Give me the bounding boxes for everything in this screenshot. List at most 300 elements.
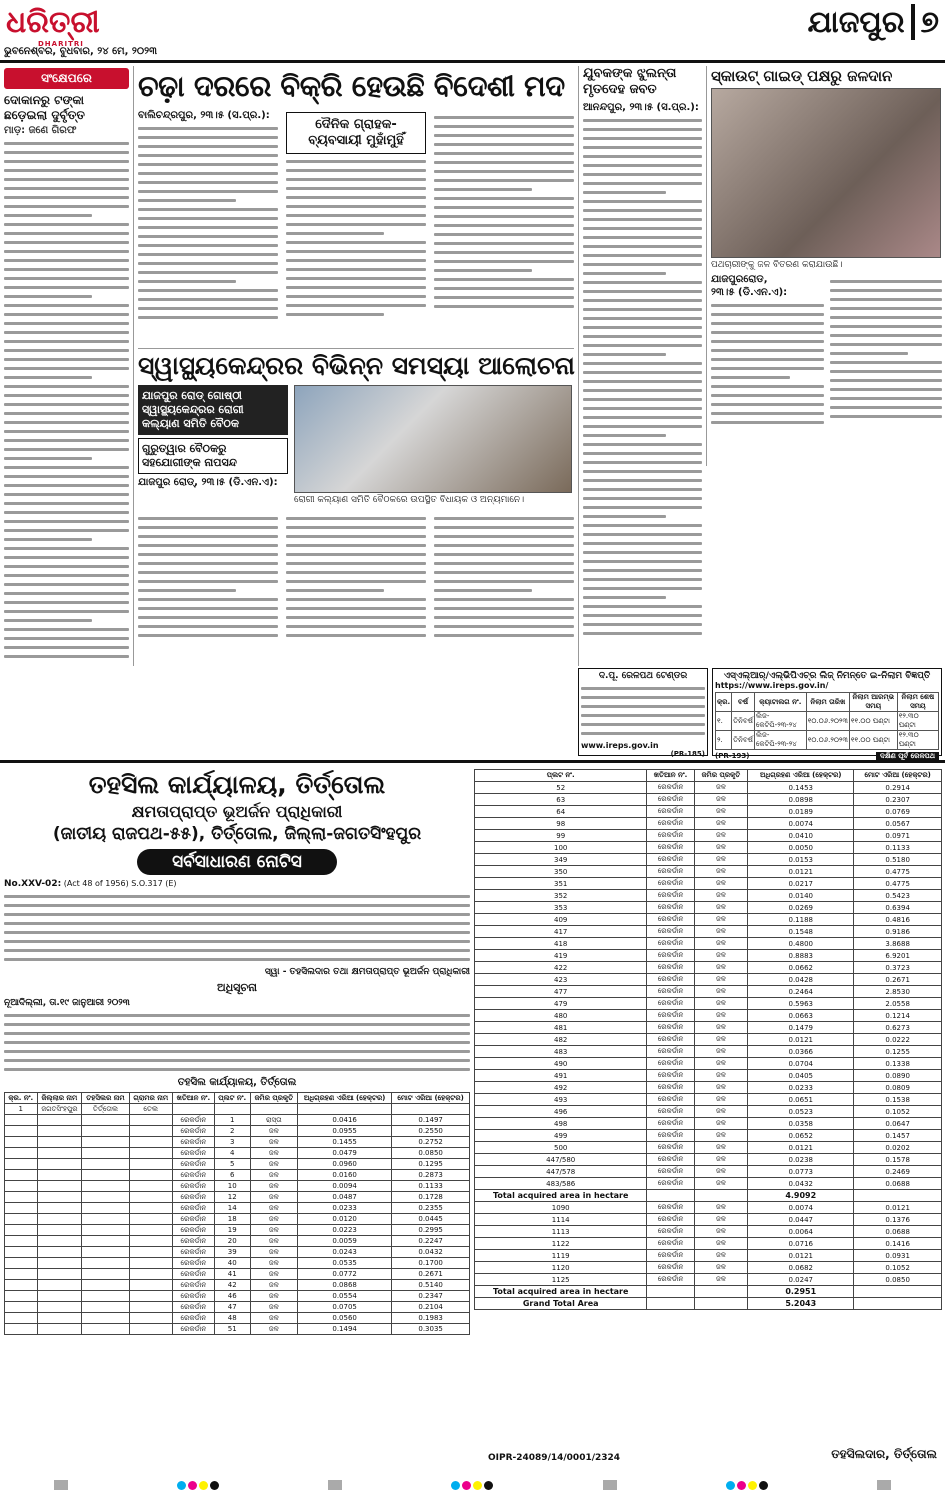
table-cell: 0.2347	[392, 1291, 470, 1302]
right-headline: ସ୍କାଉଟ୍ ଗାଇଡ୍ ପକ୍ଷରୁ ଜଳଦାନ	[711, 67, 893, 85]
table-cell: 419	[475, 950, 647, 962]
text-line	[830, 289, 943, 292]
text-line	[138, 154, 278, 157]
text-line	[583, 128, 702, 131]
text-line	[138, 526, 278, 529]
text-line	[286, 214, 426, 217]
table-cell: ରେକର୍ଡାନ	[647, 806, 694, 818]
table-row	[475, 1034, 942, 1046]
text-line	[4, 277, 129, 280]
text-line	[138, 253, 278, 256]
table-cell: ରେକର୍ଡାନ	[647, 1202, 694, 1214]
table-cell: 0.0890	[854, 1070, 942, 1082]
table-cell: 2.8530	[854, 986, 942, 998]
table-cell	[37, 1236, 82, 1247]
text-line	[4, 412, 129, 415]
table-row	[5, 1313, 470, 1324]
table-row	[475, 1250, 942, 1262]
table-cell: 0.0705	[298, 1302, 392, 1313]
table-cell: ଜଳ	[250, 1192, 297, 1203]
table-cell: 0.0523	[748, 1106, 854, 1118]
text-line	[4, 547, 129, 550]
table-cell: 1120	[475, 1262, 647, 1274]
text-line	[434, 598, 574, 601]
table-row	[475, 1178, 942, 1190]
text-line	[583, 335, 702, 338]
brief-headline: ଦୋକାନରୁ ଟଙ୍କା ଛଡ଼େଇଲା ଦୁର୍ବୃତ୍ତ	[4, 93, 85, 122]
text-line	[583, 551, 702, 554]
table-cell	[129, 1181, 172, 1192]
text-line	[583, 479, 702, 482]
table-cell: ଜଳ	[694, 1142, 747, 1154]
text-line	[4, 151, 129, 154]
table-cell	[82, 1324, 129, 1335]
table-cell: 4	[214, 1148, 250, 1159]
table-cell: 0.0064	[748, 1226, 854, 1238]
table-cell	[37, 1324, 82, 1335]
brief-body-text	[4, 142, 129, 658]
land-acquisition-notice	[0, 760, 945, 1470]
text-line	[4, 250, 129, 253]
table-cell: 0.4775	[854, 866, 942, 878]
auction-ad-code: (PR-193)	[715, 752, 750, 760]
table-cell: 0.0247	[748, 1274, 854, 1286]
table-cell	[37, 1115, 82, 1126]
text-line	[434, 535, 574, 538]
table-cell: 0.1376	[854, 1214, 942, 1226]
text-line	[4, 475, 129, 478]
text-line	[581, 705, 705, 708]
text-line	[4, 223, 129, 226]
table-cell: ରେକର୍ଡାନ	[647, 914, 694, 926]
text-line	[583, 569, 702, 572]
text-line	[4, 448, 129, 451]
right-photo-caption: ପଥଚାରୀଙ୍କୁ ଜଳ ବିତରଣ କରାଯାଉଛି।	[711, 260, 843, 270]
text-line	[286, 580, 426, 583]
text-line	[4, 502, 129, 505]
table-cell: ଜଳ	[250, 1247, 297, 1258]
table-cell: 100	[475, 842, 647, 854]
text-line	[583, 614, 702, 617]
text-line	[583, 200, 702, 203]
table-cell: 0.6394	[854, 902, 942, 914]
table-cell	[82, 1170, 129, 1181]
text-line	[4, 295, 92, 298]
table-cell: ରେକର୍ଡାନ	[647, 818, 694, 830]
table-cell: ୧୨.୩୦ ଘଣ୍ଟା	[897, 712, 938, 731]
table-header: ଜମିର ପ୍ରକୃତି	[250, 1093, 297, 1104]
text-line	[138, 544, 278, 547]
table-cell: ଜଳ	[694, 1202, 747, 1214]
table-header: ମୋଟ ଏରିଆ (ହେକ୍ଟର)	[392, 1093, 470, 1104]
text-line	[286, 553, 426, 556]
text-line	[711, 394, 824, 397]
table-cell	[392, 1104, 470, 1115]
table-cell: ରେକର୍ଡାନ	[647, 1010, 694, 1022]
text-line	[583, 272, 666, 275]
table-cell: 0.0410	[748, 830, 854, 842]
text-line	[138, 199, 236, 202]
table-row	[475, 986, 942, 998]
text-line	[434, 188, 532, 191]
text-line	[138, 553, 278, 556]
table-row	[475, 998, 942, 1010]
text-line	[583, 218, 702, 221]
text-line	[434, 634, 574, 637]
table-cell: 0.1295	[392, 1159, 470, 1170]
table-header: ଜିଲ୍ଲାର ନାମ	[37, 1093, 82, 1104]
table-cell: 1	[5, 1104, 38, 1115]
table-header: ଗ୍ରାମର ନାମ	[129, 1093, 172, 1104]
text-line	[583, 398, 702, 401]
text-line	[583, 632, 702, 635]
main-col-3	[434, 110, 574, 325]
table-cell	[5, 1258, 38, 1269]
table-row	[475, 806, 942, 818]
table-cell: ଜଳ	[250, 1291, 297, 1302]
table-cell: ଲିଜ-କେଟିପି-୨୩-୨୪	[754, 712, 806, 731]
table-cell: ଜଳ	[694, 1226, 747, 1238]
table-cell: 48	[214, 1313, 250, 1324]
table-cell: ଲିଜ-କେଟିପି-୨୩-୨୪	[754, 731, 806, 750]
table-cell	[5, 1181, 38, 1192]
table-cell: ରେକର୍ଡାନ	[647, 1238, 694, 1250]
text-line	[138, 607, 278, 610]
table-cell: 483	[475, 1046, 647, 1058]
mid-body-text	[583, 119, 702, 635]
brief-subhead: ମାଡ଼: ଜଣେ ଗିରଫ	[4, 125, 77, 136]
text-line	[583, 371, 702, 374]
text-line	[583, 605, 702, 608]
table-cell: ଜଳ	[694, 962, 747, 974]
brief-tag: ସଂକ୍ଷେପରେ	[4, 68, 129, 89]
text-line	[583, 560, 702, 563]
table-row	[475, 1154, 942, 1166]
table-header: ମୋଟ ଏରିଆ (ହେକ୍ଟର)	[854, 770, 942, 782]
text-line	[711, 412, 824, 415]
text-line	[830, 379, 943, 382]
text-line	[138, 163, 278, 166]
table-cell: ରେକର୍ଡାନ	[172, 1170, 214, 1181]
left-land-table	[4, 1092, 470, 1335]
text-line	[4, 931, 470, 934]
table-cell: 18	[214, 1214, 250, 1225]
table-cell	[37, 1291, 82, 1302]
table-cell: ଜଳ	[694, 866, 747, 878]
table-row	[475, 1106, 942, 1118]
table-cell: 3	[214, 1137, 250, 1148]
table-cell: ଜଳ	[694, 842, 747, 854]
table-cell: ରେକର୍ଡାନ	[172, 1181, 214, 1192]
table-cell: ରେକର୍ଡାନ	[172, 1258, 214, 1269]
table-row	[5, 1104, 470, 1115]
table-cell: ୧.	[716, 712, 732, 731]
text-line	[583, 542, 702, 545]
notice-body-text	[4, 1014, 470, 1071]
table-cell: ଜଳ	[694, 950, 747, 962]
table-cell: 0.0121	[748, 1142, 854, 1154]
text-line	[138, 517, 278, 520]
table-cell	[647, 1286, 694, 1298]
page-divider	[911, 4, 915, 40]
table-cell	[129, 1247, 172, 1258]
table-cell: ରେକର୍ଡାନ	[172, 1324, 214, 1335]
table-cell: 0.0416	[298, 1115, 392, 1126]
text-line	[286, 196, 426, 199]
table-header: ଖତିଆନ ନଂ.	[172, 1093, 214, 1104]
text-line	[583, 587, 702, 590]
table-cell: 2.0558	[854, 998, 942, 1010]
text-line	[138, 127, 278, 130]
text-line	[4, 142, 129, 145]
text-line	[4, 619, 92, 622]
table-cell: Grand Total Area	[475, 1298, 647, 1310]
text-line	[138, 208, 278, 211]
table-cell: 0.3035	[392, 1324, 470, 1335]
table-cell	[37, 1269, 82, 1280]
table-row	[5, 1324, 470, 1335]
table-cell	[5, 1236, 38, 1247]
table-cell: ତେଲ	[129, 1104, 172, 1115]
table-cell: ରେକର୍ଡାନ	[647, 1046, 694, 1058]
table-cell: ତିନିବର୍ଷ	[732, 731, 755, 750]
table-row	[5, 1225, 470, 1236]
table-cell: ରେକର୍ଡାନ	[172, 1225, 214, 1236]
notice-left	[4, 769, 470, 1335]
table-row	[475, 1082, 942, 1094]
text-line	[830, 325, 943, 328]
table-cell: 0.4775	[854, 878, 942, 890]
text-line	[138, 562, 278, 565]
text-line	[4, 169, 129, 172]
right-byline: ଯାଜପୁରରୋଡ,	[711, 274, 768, 285]
text-line	[286, 598, 426, 601]
tender-ad-code: (PR-185)	[670, 750, 705, 758]
table-row	[5, 1280, 470, 1291]
table-cell: 6	[214, 1170, 250, 1181]
table-cell: 0.0931	[854, 1250, 942, 1262]
table-cell: 0.0487	[298, 1192, 392, 1203]
text-line	[583, 623, 702, 626]
table-row	[475, 1022, 942, 1034]
table-cell: ଜଳ	[250, 1203, 297, 1214]
table-cell: ରେକର୍ଡାନ	[647, 1262, 694, 1274]
table-cell: 0.2951	[748, 1286, 854, 1298]
table-cell: 0.0059	[298, 1236, 392, 1247]
text-line	[830, 334, 943, 337]
oipr-code: OIPR-24089/14/0001/2324	[488, 1453, 621, 1463]
table-cell: 51	[214, 1324, 250, 1335]
text-line	[4, 1032, 470, 1035]
text-line	[434, 206, 574, 209]
text-line	[286, 526, 426, 529]
table-cell	[82, 1236, 129, 1247]
table-cell: ରେକର୍ଡାନ	[172, 1291, 214, 1302]
table-cell: ଜଳ	[694, 1238, 747, 1250]
table-cell: 0.0898	[748, 794, 854, 806]
auction-row	[716, 731, 939, 750]
text-line	[138, 589, 236, 592]
table-cell: ୧୦.୦୬.୨୦୨୩	[806, 712, 849, 731]
table-cell: 0.4800	[748, 938, 854, 950]
table-cell: ଜଳ	[250, 1159, 297, 1170]
text-line	[4, 340, 129, 343]
table-cell: 0.0238	[748, 1154, 854, 1166]
table-cell: ଜଳ	[694, 794, 747, 806]
table-header: ତହସିଲର ନାମ	[82, 1093, 129, 1104]
table-cell: 0.0688	[854, 1178, 942, 1190]
right-col-1	[711, 274, 824, 430]
table-row	[475, 866, 942, 878]
text-line	[711, 349, 824, 352]
table-cell: 0.0121	[748, 866, 854, 878]
table-cell: ରେକର୍ଡାନ	[647, 962, 694, 974]
table-cell: ଜଳ	[694, 890, 747, 902]
text-line	[138, 289, 278, 292]
right-land-table	[474, 769, 942, 1310]
table-cell: 0.0652	[748, 1130, 854, 1142]
table-header: କ୍ୟାଟାଲଗ ନଂ.	[754, 693, 806, 712]
color-swatch	[328, 1475, 342, 1494]
text-line	[286, 607, 426, 610]
text-line	[4, 1023, 470, 1026]
text-line	[434, 215, 574, 218]
main-byline: ବାଲିଚନ୍ଦ୍ରପୁର, ୨୩।୫ (ସ.ପ୍ର.):	[138, 110, 270, 121]
table-cell: 0.0121	[854, 1202, 942, 1214]
table-cell: ରେକର୍ଡାନ	[647, 1274, 694, 1286]
text-line	[286, 205, 426, 208]
table-cell: 0.2995	[392, 1225, 470, 1236]
table-cell	[5, 1170, 38, 1181]
table-cell	[5, 1126, 38, 1137]
table-cell: 0.2550	[392, 1126, 470, 1137]
table-cell	[129, 1137, 172, 1148]
table-cell: ଜଳ	[694, 1046, 747, 1058]
table-cell: ତିନିବର୍ଷ	[732, 712, 755, 731]
table-cell: 0.1255	[854, 1046, 942, 1058]
table-cell: 64	[475, 806, 647, 818]
table-cell: 0.0535	[298, 1258, 392, 1269]
table-cell: ଜଳ	[250, 1137, 297, 1148]
table-row	[475, 1262, 942, 1274]
table-cell: 0.2469	[854, 1166, 942, 1178]
table-cell: 0.0479	[298, 1148, 392, 1159]
text-line	[4, 913, 470, 916]
table-cell: 40	[214, 1258, 250, 1269]
table-cell	[82, 1269, 129, 1280]
table-cell: 0.0868	[298, 1280, 392, 1291]
table-cell: 0.0662	[748, 962, 854, 974]
mid-story	[578, 66, 702, 666]
text-line	[4, 457, 92, 460]
table-cell: 0.6273	[854, 1022, 942, 1034]
auction-ad-url[interactable]: https://www.ireps.gov.in/	[715, 681, 829, 690]
table-cell	[82, 1148, 129, 1159]
text-line	[830, 370, 943, 373]
table-cell	[37, 1313, 82, 1324]
table-row	[5, 1148, 470, 1159]
table-cell	[694, 1298, 747, 1310]
table-cell: ଜଳ	[694, 818, 747, 830]
table-row	[5, 1159, 470, 1170]
table-cell: 0.0121	[748, 1034, 854, 1046]
table-cell	[5, 1280, 38, 1291]
text-line	[583, 155, 702, 158]
table-cell: ରେକର୍ଡାନ	[647, 1166, 694, 1178]
text-line	[138, 298, 278, 301]
table-cell	[5, 1159, 38, 1170]
text-line	[583, 209, 702, 212]
table-cell: 0.0233	[298, 1203, 392, 1214]
table-cell: ରେକର୍ଡାନ	[172, 1192, 214, 1203]
text-line	[434, 161, 574, 164]
text-line	[4, 922, 470, 925]
main-headline: ଚଢ଼ା ଦରରେ ବିକ୍ରି ହେଉଛି ବିଦେଶୀ ମଦ	[138, 69, 565, 103]
right-story	[706, 66, 942, 466]
text-line	[4, 367, 129, 370]
table-cell	[37, 1181, 82, 1192]
text-line	[583, 146, 702, 149]
table-cell: ଜଳ	[694, 926, 747, 938]
table-cell	[214, 1104, 250, 1115]
table-row	[475, 974, 942, 986]
text-line	[434, 296, 574, 299]
text-line	[286, 544, 426, 547]
table-cell: 0.0405	[748, 1070, 854, 1082]
text-line	[4, 196, 129, 199]
text-line	[434, 170, 574, 173]
table-header: ଅଧିଗ୍ରହଣ ଏରିଆ (ହେକ୍ଟର)	[298, 1093, 392, 1104]
table-row	[475, 1226, 942, 1238]
text-line	[138, 598, 278, 601]
table-cell: ରେକର୍ଡାନ	[647, 1034, 694, 1046]
text-line	[711, 403, 824, 406]
text-line	[583, 461, 702, 464]
table-cell: ଜଳ	[694, 1094, 747, 1106]
table-cell	[82, 1258, 129, 1269]
text-line	[138, 271, 278, 274]
table-cell: 0.1497	[392, 1115, 470, 1126]
table-cell: ୧୧.୦୦ ଘଣ୍ଟା	[849, 712, 897, 731]
text-line	[4, 529, 129, 532]
masthead	[0, 0, 945, 64]
table-cell: 0.1479	[748, 1022, 854, 1034]
table-cell: ଜଳ	[694, 878, 747, 890]
text-line	[711, 385, 824, 388]
table-cell	[5, 1192, 38, 1203]
tender-ad-url[interactable]: www.ireps.gov.in	[581, 741, 659, 750]
table-row	[5, 1302, 470, 1313]
text-line	[583, 227, 702, 230]
table-cell: ରେକର୍ଡାନ	[647, 986, 694, 998]
text-line	[4, 268, 129, 271]
health-meeting-photo	[294, 385, 572, 493]
table-row	[475, 1238, 942, 1250]
text-line	[4, 1059, 470, 1062]
table-cell: 447/578	[475, 1166, 647, 1178]
text-line	[138, 244, 278, 247]
table-cell: 0.0772	[298, 1269, 392, 1280]
table-cell: 0.0850	[392, 1148, 470, 1159]
table-cell	[37, 1170, 82, 1181]
text-line	[4, 385, 129, 388]
table-cell	[694, 1190, 747, 1202]
text-line	[583, 470, 702, 473]
text-line	[583, 290, 702, 293]
text-line	[434, 197, 574, 200]
text-line	[434, 134, 574, 137]
table-cell: 353	[475, 902, 647, 914]
